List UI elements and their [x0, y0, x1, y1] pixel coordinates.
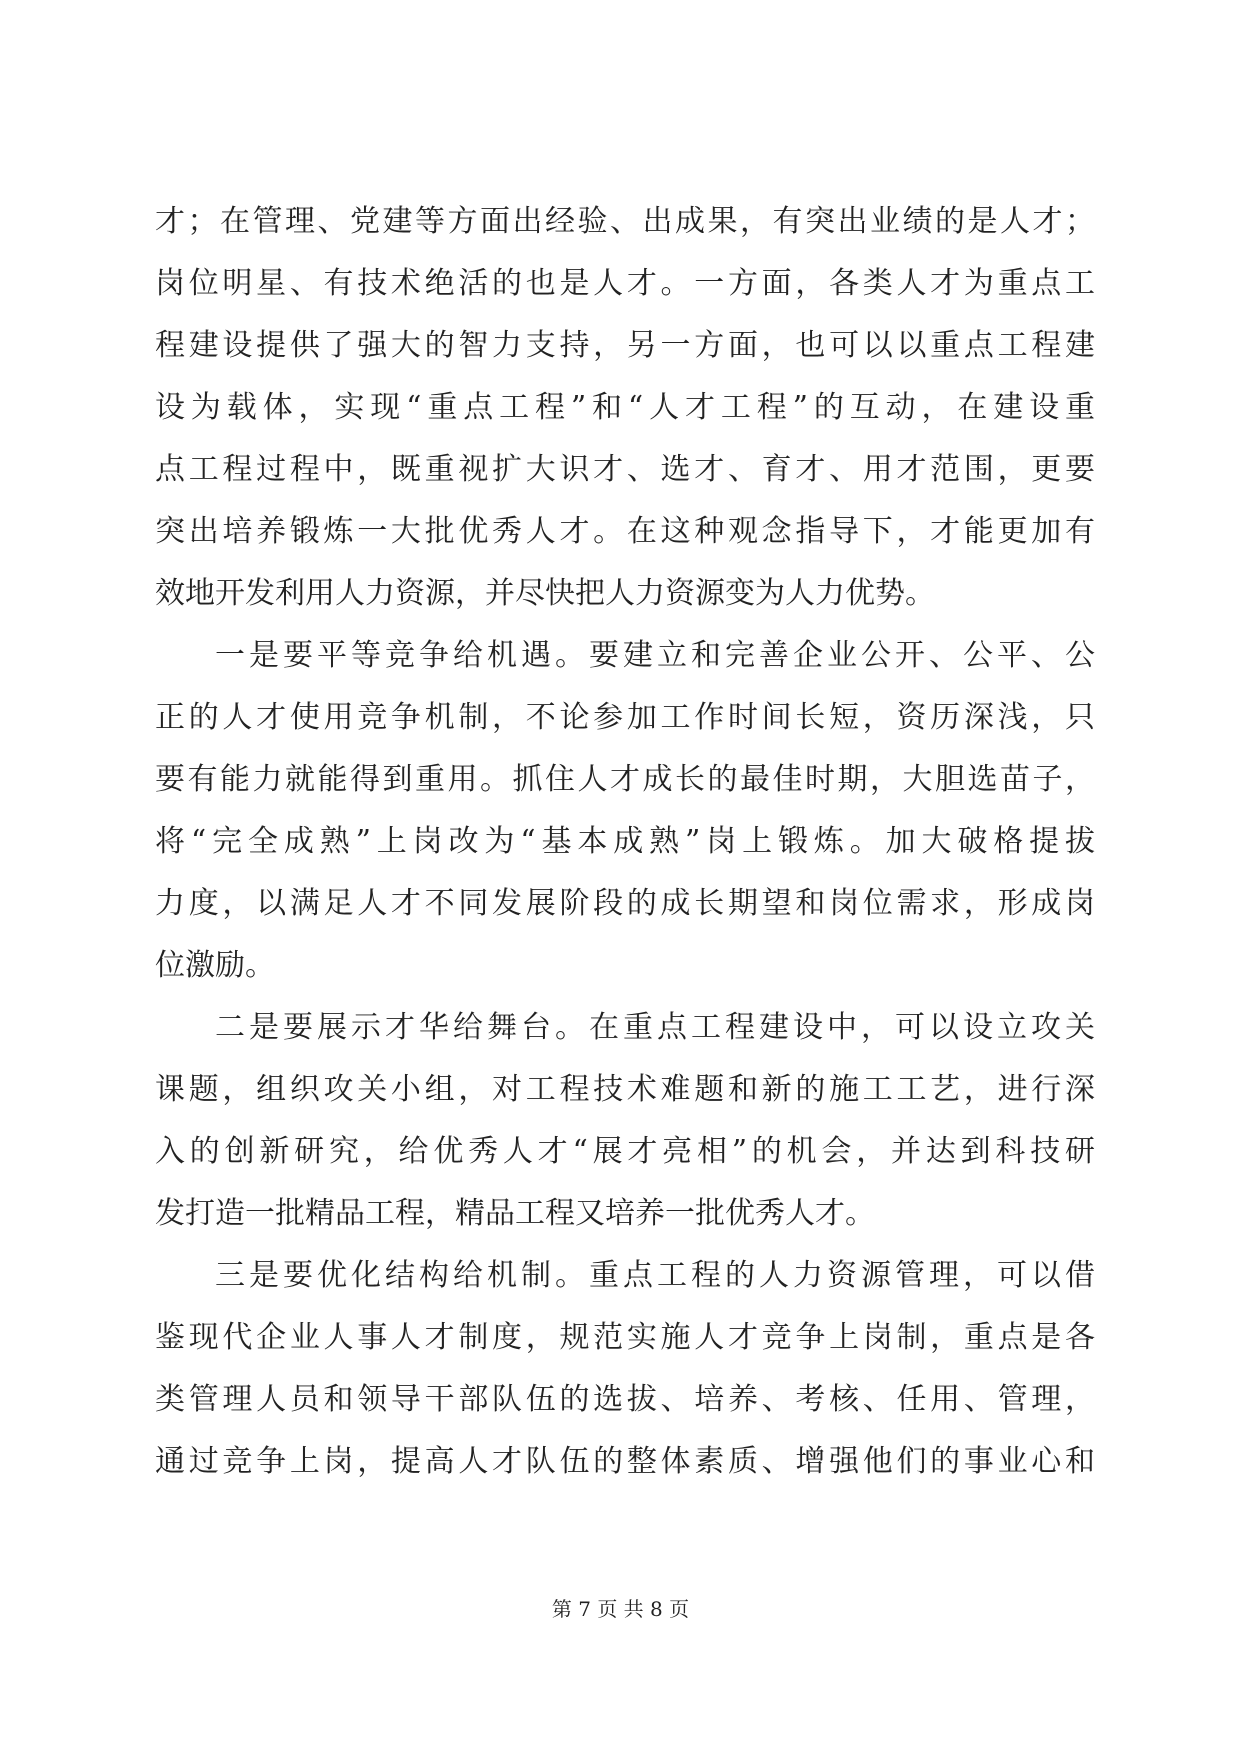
body-text-line: 类管理人员和领导干部队伍的选拔、培养、考核、任用、管理， — [155, 1382, 1095, 1417]
body-text-line: 才；在管理、党建等方面出经验、出成果，有突出业绩的是人才； — [155, 204, 1095, 239]
page-number-footer — [0, 1595, 1241, 1623]
body-text-line: 发打造一批精品工程，精品工程又培养一批优秀人才。 — [155, 1196, 875, 1231]
body-text-line: 设为载体，实现“重点工程”和“人才工程”的互动，在建设重 — [155, 390, 1095, 425]
paragraph-first-line: 二是要展示才华给舞台。在重点工程建设中，可以设立攻关 — [215, 1010, 1095, 1045]
body-text-line: 程建设提供了强大的智力支持，另一方面，也可以以重点工程建 — [155, 328, 1095, 363]
body-text-line: 正的人才使用竞争机制，不论参加工作时间长短，资历深浅，只 — [155, 700, 1095, 735]
body-text-line: 力度，以满足人才不同发展阶段的成长期望和岗位需求，形成岗 — [155, 886, 1095, 921]
paragraph-first-line: 三是要优化结构给机制。重点工程的人力资源管理，可以借 — [215, 1258, 1095, 1293]
body-text-line: 效地开发利用人力资源，并尽快把人力资源变为人力优势。 — [155, 576, 935, 611]
body-text-line: 位激励。 — [155, 948, 275, 983]
body-text-line: 鉴现代企业人事人才制度，规范实施人才竞争上岗制，重点是各 — [155, 1320, 1095, 1355]
body-text-line: 课题，组织攻关小组，对工程技术难题和新的施工工艺，进行深 — [155, 1072, 1095, 1107]
body-text-line: 要有能力就能得到重用。抓住人才成长的最佳时期，大胆选苗子， — [155, 762, 1095, 797]
body-text-line: 入的创新研究，给优秀人才“展才亮相”的机会，并达到科技研 — [155, 1134, 1095, 1169]
body-text-line: 通过竞争上岗，提高人才队伍的整体素质、增强他们的事业心和 — [155, 1444, 1095, 1479]
body-text-line: 点工程过程中，既重视扩大识才、选才、育才、用才范围，更要 — [155, 452, 1095, 487]
body-text-line: 岗位明星、有技术绝活的也是人才。一方面，各类人才为重点工 — [155, 266, 1095, 301]
body-text-line: 将“完全成熟”上岗改为“基本成熟”岗上锻炼。加大破格提拔 — [155, 824, 1095, 859]
paragraph-first-line: 一是要平等竞争给机遇。要建立和完善企业公开、公平、公 — [215, 638, 1095, 673]
body-text-line: 突出培养锻炼一大批优秀人才。在这种观念指导下，才能更加有 — [155, 514, 1095, 549]
page-number-label: 第 7 页 共 8 页 — [551, 1597, 690, 1621]
